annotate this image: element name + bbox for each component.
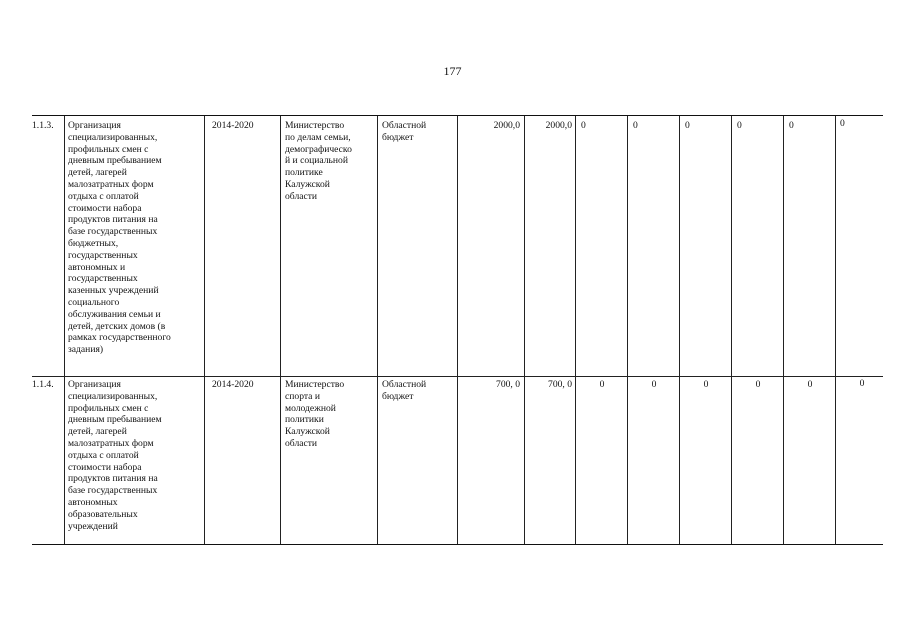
row-period: 2014-2020 bbox=[212, 120, 254, 131]
row-year-value: 0 bbox=[859, 378, 865, 389]
column-divider bbox=[457, 116, 458, 544]
row-name: Организация специализированных, профильных смен с дневным пребыванием детей, лагерей малозатратных форм отдыха с оплатой стоимости набора продуктов питания на базе государственных бюджетных, государственных автономных и государственных казенных учреждений социального обслуживания семьи и детей, детских домов (в рамках государственного задания) bbox=[68, 120, 171, 356]
row-year-value: 700, 0 bbox=[548, 379, 572, 390]
row-total: 2000,0 bbox=[493, 120, 520, 131]
budget-table bbox=[32, 115, 883, 545]
row-executor: Министерство спорта и молодежной политики Калужской области bbox=[285, 379, 345, 449]
row-total: 700, 0 bbox=[496, 379, 520, 390]
column-divider bbox=[524, 116, 525, 544]
row-divider bbox=[32, 376, 883, 377]
page-number: 177 bbox=[443, 64, 462, 78]
row-name: Организация специализированных, профильных смен с дневным пребыванием детей, лагерей малозатратных форм отдыха с оплатой стоимости набора продуктов питания на базе государственных автономных образовательных учреждений bbox=[68, 379, 162, 532]
row-code: 1.1.4. bbox=[32, 379, 54, 390]
column-divider bbox=[835, 116, 836, 544]
column-divider bbox=[280, 116, 281, 544]
column-divider bbox=[64, 116, 65, 544]
column-divider bbox=[627, 116, 628, 544]
column-divider bbox=[783, 116, 784, 544]
row-year-value: 0 bbox=[633, 120, 638, 131]
column-divider bbox=[679, 116, 680, 544]
row-year-value: 0 bbox=[599, 379, 605, 390]
column-divider bbox=[731, 116, 732, 544]
row-year-value: 0 bbox=[755, 379, 761, 390]
row-year-value: 0 bbox=[581, 120, 586, 131]
row-executor: Министерство по делам семьи, демографическо й и социальной политике Калужской области bbox=[285, 120, 352, 202]
column-divider bbox=[377, 116, 378, 544]
row-year-value: 0 bbox=[840, 118, 845, 129]
row-code: 1.1.3. bbox=[32, 120, 54, 131]
row-source: Областной бюджет bbox=[382, 379, 427, 402]
row-year-value: 0 bbox=[737, 120, 742, 131]
row-year-value: 0 bbox=[703, 379, 709, 390]
row-period: 2014-2020 bbox=[212, 379, 254, 390]
row-year-value: 0 bbox=[685, 120, 690, 131]
column-divider bbox=[204, 116, 205, 544]
row-year-value: 0 bbox=[789, 120, 794, 131]
row-source: Областной бюджет bbox=[382, 120, 427, 143]
row-year-value: 0 bbox=[807, 379, 813, 390]
row-year-value: 0 bbox=[651, 379, 657, 390]
column-divider bbox=[575, 116, 576, 544]
row-year-value: 2000,0 bbox=[545, 120, 572, 131]
